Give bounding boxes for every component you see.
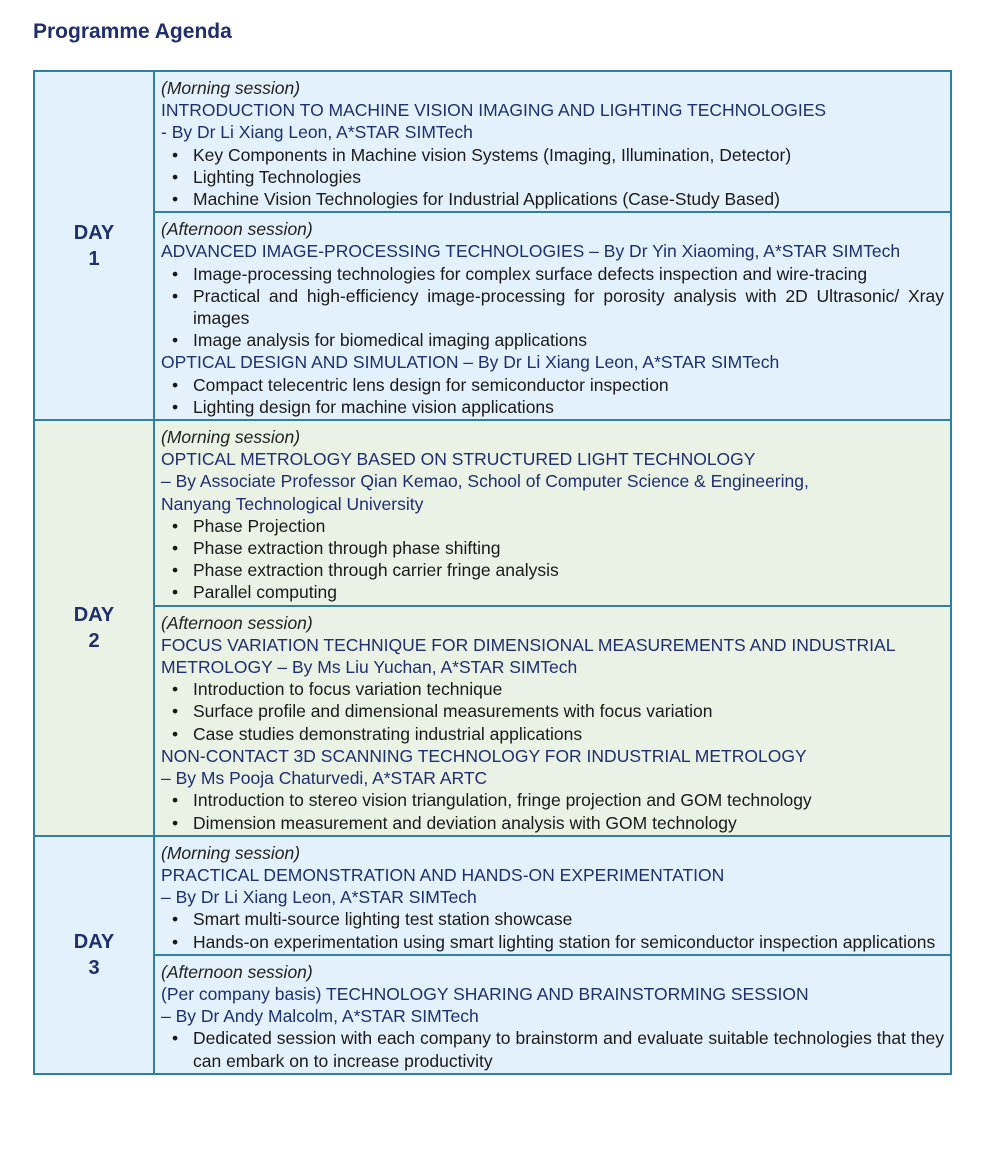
session-time-label: (Morning session) <box>161 842 301 863</box>
session-time-label: (Morning session) <box>161 427 301 448</box>
session-time-label: (Morning session) <box>161 78 301 98</box>
session-topic-heading: (Per company basis) TECHNOLOGY SHARING AND BRAINSTORMING SESSION <box>161 983 809 1004</box>
topic-item: • Phase extraction through carrier fringe analysis <box>161 559 944 581</box>
agenda-row <box>34 606 951 836</box>
topic-list <box>161 515 944 604</box>
topic-list <box>161 678 944 745</box>
session-cell <box>154 420 951 606</box>
topic-list <box>161 374 944 418</box>
topic-item: • Image-processing technologies for complex surface defects inspection and wire-tracing <box>161 263 944 285</box>
topic-item: • Surface profile and dimensional measurements with focus variation <box>161 700 944 722</box>
topic-item: • Dimension measurement and deviation analysis with GOM technology <box>161 812 944 834</box>
agenda-table <box>33 70 952 1075</box>
topic-list <box>161 263 944 352</box>
topic-list <box>161 908 944 952</box>
session-topic-heading: OPTICAL METROLOGY BASED ON STRUCTURED LIGHT TECHNOLOGY <box>161 449 756 470</box>
day-label-cell <box>34 836 154 1074</box>
session-topic-heading: – By Dr Li Xiang Leon, A*STAR SIMTech <box>161 887 477 908</box>
session-topic-heading: – By Dr Andy Malcolm, A*STAR SIMTech <box>161 1006 479 1027</box>
session-topic-heading: ADVANCED IMAGE-PROCESSING TECHNOLOGIES – By Dr Yin Xiaoming, A*STAR SIMTech <box>161 241 901 262</box>
topic-item: • Lighting design for machine vision applications <box>161 396 944 418</box>
agenda-row <box>34 71 951 212</box>
session-time-label: (Afternoon session) <box>161 612 313 633</box>
session-topic-heading: Nanyang Technological University <box>161 493 424 514</box>
agenda-row <box>34 836 951 955</box>
day-number: 1 <box>88 247 100 270</box>
session-cell <box>154 836 951 955</box>
topic-item: • Machine Vision Technologies for Industrial Applications (Case-Study Based) <box>161 188 944 210</box>
day-label: DAY <box>73 930 115 953</box>
session-topic-heading: METROLOGY – By Ms Liu Yuchan, A*STAR SIMTech <box>161 657 578 678</box>
topic-item: • Introduction to stereo vision triangulation, fringe projection and GOM technology <box>161 789 944 811</box>
session-topic-heading: OPTICAL DESIGN AND SIMULATION – By Dr Li Xiang Leon, A*STAR SIMTech <box>161 352 780 373</box>
session-time-label: (Afternoon session) <box>161 219 313 240</box>
day-label: DAY <box>73 603 115 626</box>
topic-item: • Dedicated session with each company to brainstorm and evaluate suitable technologies that they can embark on to increase productivity <box>161 1027 944 1071</box>
topic-item: • Compact telecentric lens design for semiconductor inspection <box>161 374 944 396</box>
topic-list <box>161 789 944 833</box>
topic-item: • Key Components in Machine vision Systems (Imaging, Illumination, Detector) <box>161 144 944 166</box>
topic-item: • Phase extraction through phase shifting <box>161 537 944 559</box>
session-cell <box>154 606 951 836</box>
topic-list <box>161 1027 944 1071</box>
session-topic-heading: NON-CONTACT 3D SCANNING TECHNOLOGY FOR INDUSTRIAL METROLOGY <box>161 745 807 766</box>
day-label: DAY <box>73 221 115 244</box>
session-cell <box>154 71 951 212</box>
topic-list <box>161 144 944 211</box>
topic-item: • Practical and high-efficiency image-processing for porosity analysis with 2D Ultrasonic/ Xray images <box>161 285 944 329</box>
agenda-row <box>34 212 951 420</box>
session-cell <box>154 955 951 1074</box>
session-topic-heading: INTRODUCTION TO MACHINE VISION IMAGING AND LIGHTING TECHNOLOGIES <box>161 100 827 121</box>
session-cell <box>154 212 951 420</box>
agenda-row <box>34 420 951 606</box>
topic-item: • Smart multi-source lighting test station showcase <box>161 908 944 930</box>
session-topic-heading: – By Associate Professor Qian Kemao, School of Computer Science & Engineering, <box>161 471 809 492</box>
topic-item: • Introduction to focus variation technique <box>161 678 944 700</box>
day-number: 2 <box>88 629 100 652</box>
topic-item: • Phase Projection <box>161 515 944 537</box>
topic-item: • Image analysis for biomedical imaging applications <box>161 329 944 351</box>
day-label-cell <box>34 420 154 836</box>
day-number: 3 <box>88 956 100 979</box>
topic-item: • Parallel computing <box>161 581 944 603</box>
session-time-label: (Afternoon session) <box>161 961 313 982</box>
session-topic-heading: – By Ms Pooja Chaturvedi, A*STAR ARTC <box>161 768 488 789</box>
session-topic-heading: PRACTICAL DEMONSTRATION AND HANDS-ON EXPERIMENTATION <box>161 864 725 885</box>
topic-item: • Lighting Technologies <box>161 166 944 188</box>
day-label-cell <box>34 71 154 420</box>
topic-item: • Hands-on experimentation using smart lighting station for semiconductor inspection applications <box>161 931 944 953</box>
session-topic-heading: - By Dr Li Xiang Leon, A*STAR SIMTech <box>161 122 473 143</box>
topic-item: • Case studies demonstrating industrial applications <box>161 723 944 745</box>
agenda-row <box>34 955 951 1074</box>
session-topic-heading: FOCUS VARIATION TECHNIQUE FOR DIMENSIONAL MEASUREMENTS AND INDUSTRIAL <box>161 634 896 655</box>
page-title: Programme Agenda <box>33 20 232 43</box>
